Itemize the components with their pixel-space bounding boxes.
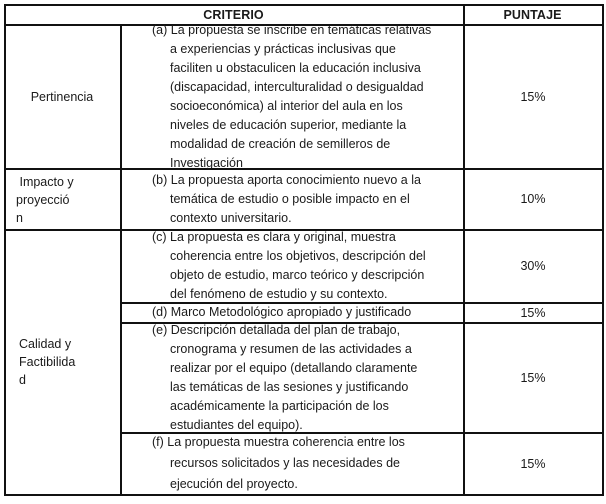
score-e (464, 323, 602, 432)
criterion-line: estudiantes del equipo). (170, 417, 303, 432)
criterion-line: socioeconómica) al interior del aula en los (170, 98, 403, 113)
score-c (464, 230, 602, 302)
criterion-line: niveles de educación superior, mediante la (170, 117, 407, 132)
criterion-c (121, 230, 463, 302)
criterion-b (121, 169, 463, 229)
criterion-line: académicamente la participación de los (170, 398, 389, 413)
criterion-line: modalidad de creación de semilleros de (170, 136, 391, 151)
criterion-line: Investigación (170, 155, 243, 170)
criterion-line: (c) La propuesta es clara y original, muestra (152, 230, 396, 244)
category-impacto-proyeccion (16, 170, 120, 230)
criterion-line: (f) La propuesta muestra coherencia entre los (152, 435, 405, 449)
criterion-line: temática de estudio o posible impacto en el (170, 191, 410, 206)
category-line: d (19, 373, 26, 387)
criterion-line: ejecución del proyecto. (170, 477, 298, 491)
header-puntaje (463, 4, 602, 25)
score-value: 15% (520, 456, 546, 471)
criterion-line: cronograma y resumen de las actividades a (170, 341, 412, 356)
criterion-a (121, 22, 463, 170)
category-calidad-factibilidad (19, 230, 120, 494)
score-value: 10% (520, 192, 546, 206)
header-criterio-label: CRITERIO (203, 7, 264, 22)
category-line: Pertinencia (30, 89, 94, 104)
criterion-line: del fenómeno de estudio y su contexto. (170, 287, 388, 301)
criterion-line: coherencia entre los objetivos, descripción del (170, 249, 426, 263)
category-line: n (16, 211, 23, 225)
criterion-line: a experiencias y prácticas inclusivas que (170, 41, 396, 56)
category-line: Factibilida (19, 355, 76, 369)
table-border-right (602, 4, 604, 496)
criterion-e (121, 323, 463, 432)
category-pertinencia (4, 25, 120, 168)
criterion-line: (d) Marco Metodológico apropiado y justificado (152, 305, 412, 319)
criterion-line: las temáticas de las sesiones y justificando (170, 379, 409, 394)
criterion-line: contexto universitario. (170, 210, 292, 225)
header-puntaje-label: PUNTAJE (503, 7, 562, 22)
table-border-bottom (4, 494, 604, 496)
category-line: Impacto y (16, 175, 74, 189)
evaluation-criteria-table (4, 4, 602, 495)
score-value: 15% (520, 370, 546, 385)
score-d (464, 303, 602, 322)
score-value: 15% (520, 89, 546, 104)
score-value: 15% (520, 305, 546, 320)
criterion-line: (discapacidad, interculturalidad o desigualdad (170, 79, 424, 94)
score-a (464, 25, 602, 168)
criterion-line: recursos solicitados y las necesidades de (170, 456, 400, 470)
score-f (464, 433, 602, 494)
criterion-line: realizar por el equipo (detallando claramente (170, 360, 418, 375)
criterion-line: (a) La propuesta se inscribe en temáticas relativas (152, 22, 432, 37)
score-value: 30% (520, 259, 546, 273)
category-line: Calidad y (19, 337, 72, 351)
criterion-line: (e) Descripción detallada del plan de trabajo, (152, 322, 401, 337)
criterion-line: faciliten u obstaculicen la educación inclusiva (170, 60, 421, 75)
criterion-line: objeto de estudio, marco teórico y descripción (170, 268, 425, 282)
criterion-f (121, 433, 463, 494)
criterion-line: (b) La propuesta aporta conocimiento nuevo a la (152, 172, 421, 187)
category-line: proyecció (16, 193, 70, 207)
criterion-d (121, 303, 463, 322)
score-b (464, 169, 602, 229)
